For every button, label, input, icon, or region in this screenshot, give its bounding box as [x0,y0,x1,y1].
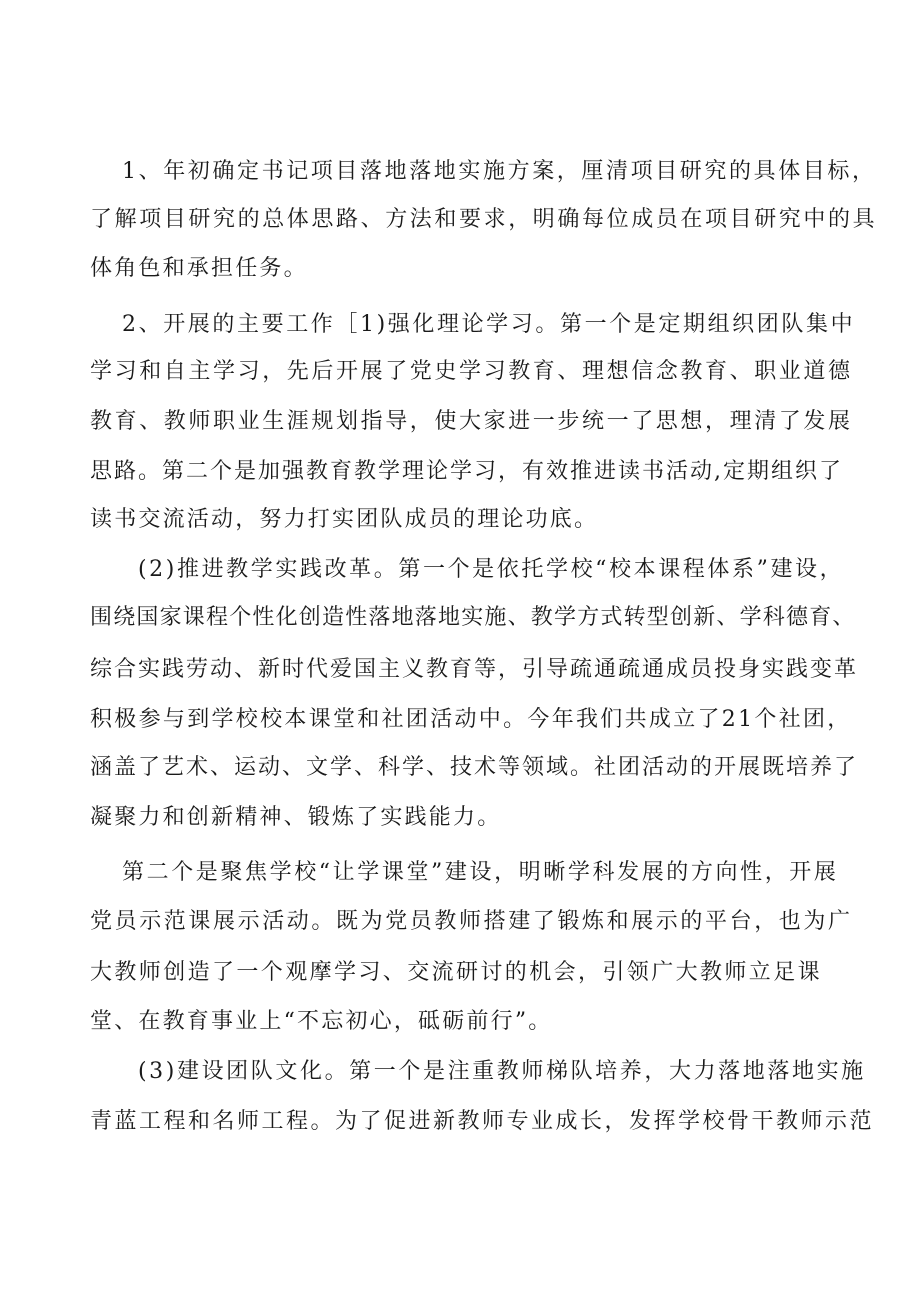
text-line: 思路。第二个是加强教育教学理论学习，有效推进读书活动,定期组织了 [90,459,843,484]
text-line: 1、年初确定书记项目落地落地实施方案，厘清项目研究的具体目标， [122,159,877,184]
text-line: 第二个是聚焦学校“让学课堂”建设，明晰学科发展的方向性，开展 [122,860,839,885]
text-line: 2、开展的主要工作［1)强化理论学习。第一个是定期组织团队集中 [122,312,856,337]
text-line: 了解项目研究的总体思路、方法和要求，明确每位成员在项目研究中的具 [90,207,878,232]
text-line: 堂、在教育事业上“不忘初心，砥砺前行”。 [90,1009,553,1034]
text-line: 积极参与到学校校本课堂和社团活动中。今年我们共成立了21个社团， [90,707,852,732]
text-line: 读书交流活动，努力打实团队成员的理论功底。 [90,507,599,532]
text-line: (2)推进教学实践改革。第一个是依托学校“校本课程体系”建设， [138,557,845,582]
text-line: 大教师创造了一个观摩学习、交流研讨的机会，引领广大教师立足课 [90,960,823,985]
text-line: 涵盖了艺术、运动、文学、科学、技术等领域。社团活动的开展既培养了 [90,755,859,780]
text-line: 综合实践劳动、新时代爱国主义教育等，引导疏通疏通成员投身实践变革 [90,657,859,682]
text-line: 围绕国家课程个性化创造性落地落地实施、教学方式转型创新、学科德育、 [90,605,856,630]
text-line: (3)建设团队文化。第一个是注重教师梯队培养，大力落地落地实施 [138,1059,866,1084]
text-line: 学习和自主学习，先后开展了党史学习教育、理想信念教育、职业道德 [90,359,853,384]
text-line: 体角色和承担任务。 [90,256,308,281]
text-line: 教育、教师职业生涯规划指导，使大家进一步统一了思想，理清了发展 [90,409,853,434]
text-line: 党员示范课展示活动。既为党员教师搭建了锻炼和展示的平台，也为广 [90,909,853,934]
text-line: 青蓝工程和名师工程。为了促进新教师专业成长，发挥学校骨干教师示范 [90,1109,875,1134]
text-line: 凝聚力和创新精神、锻炼了实践能力。 [90,805,502,830]
